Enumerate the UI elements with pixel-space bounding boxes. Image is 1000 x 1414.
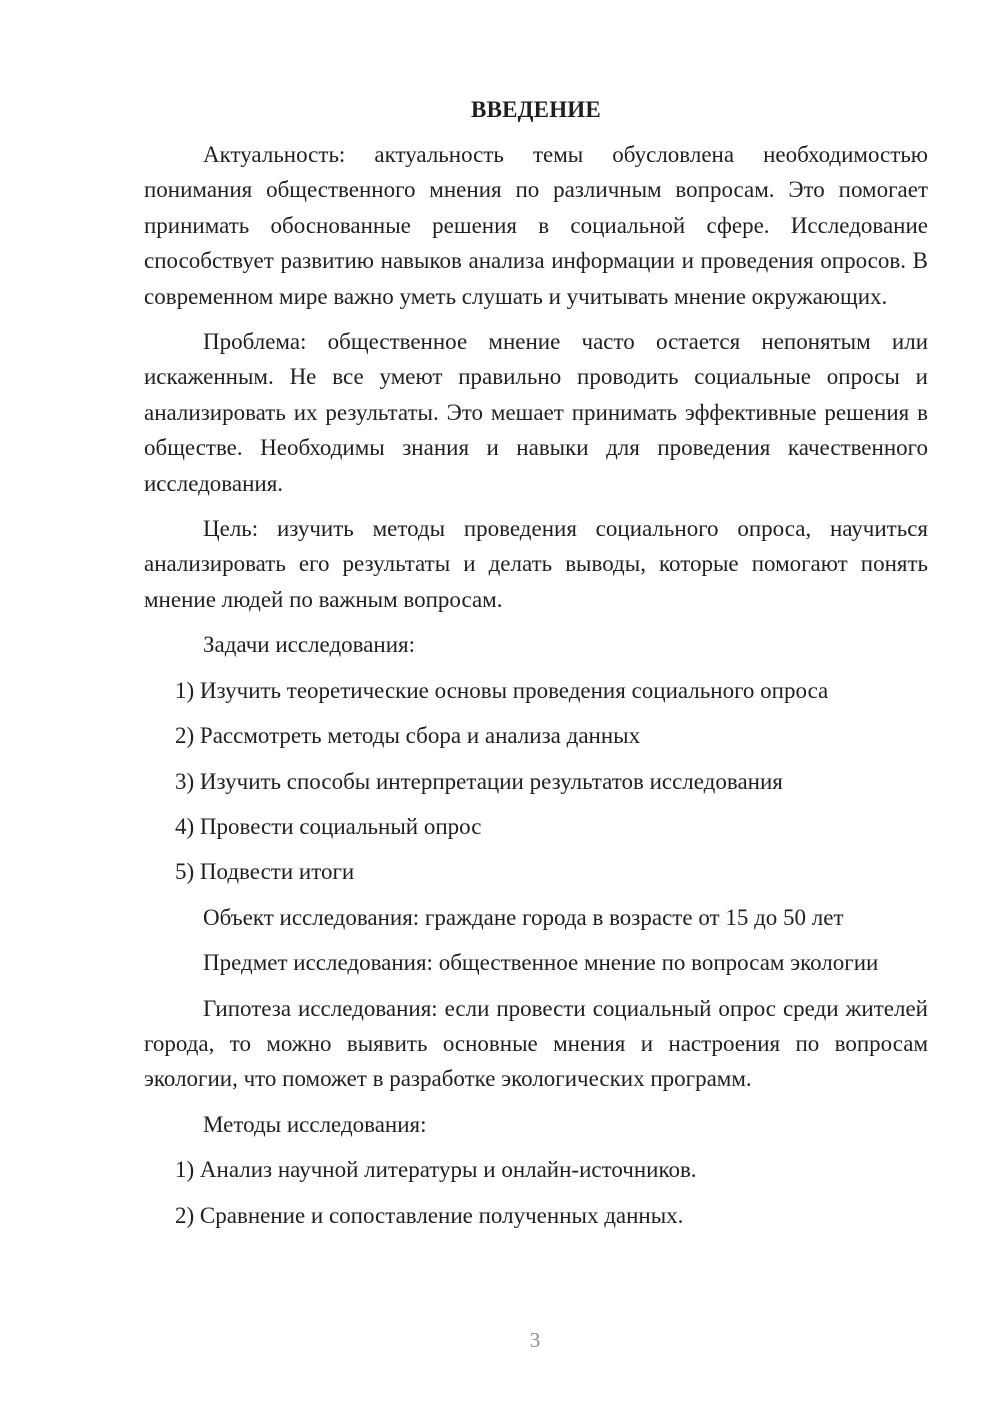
paragraph-hypothesis: Гипотеза исследования: если провести социальный опрос среди жителей города, то можно выявить основные мнения и настроения по вопросам экологии, что поможет в разработке экологических программ. [144, 995, 928, 1092]
paragraph-goal: Цель: изучить методы проведения социального опроса, научиться анализировать его результаты и делать выводы, которые помогают понять мнение людей по важным вопросам. [144, 516, 928, 612]
methods-heading: Методы исследования: [203, 1111, 427, 1137]
page-title: ВВЕДЕНИЕ [471, 97, 601, 122]
list-item: 2) Рассмотреть методы сбора и анализа данных [175, 723, 641, 749]
list-item: 2) Сравнение и сопоставление полученных данных. [175, 1202, 684, 1228]
list-item: 4) Провести социальный опрос [175, 813, 482, 839]
paragraph-problem: Проблема: общественное мнение часто остается непонятым или искаженным. Не все умеют правильно проводить социальные опросы и анализировать их результаты. Это мешает принимать эффективные решения в обществе. Необходимы знания и навыки для проведения качественного исследования. [144, 329, 928, 496]
methods-list [144, 1152, 928, 1233]
list-item: 3) Изучить способы интерпретации результатов исследования [175, 768, 783, 794]
paragraph-relevance: Актуальность: актуальность темы обусловлена необходимостью понимания общественного мнения по различным вопросам. Это помогает принимать обоснованные решения в социальной сфере. Исследование способствует развитию навыков анализа информации и проведения опросов. В современном мире важно уметь слушать и учитывать мнение окружающих. [144, 142, 928, 309]
tasks-list [144, 673, 928, 890]
paragraph-object: Объект исследования: граждане города в возрасте от 15 до 50 лет [203, 904, 844, 930]
tasks-heading: Задачи исследования: [203, 632, 416, 658]
list-item: 5) Подвести итоги [175, 859, 355, 885]
paragraph-subject: Предмет исследования: общественное мнение по вопросам экологии [203, 950, 879, 976]
list-item: 1) Изучить теоретические основы проведения социального опроса [175, 677, 829, 703]
page-number: 3 [529, 1328, 541, 1352]
page-content [144, 92, 928, 1243]
list-item: 1) Анализ научной литературы и онлайн-источников. [175, 1157, 697, 1183]
